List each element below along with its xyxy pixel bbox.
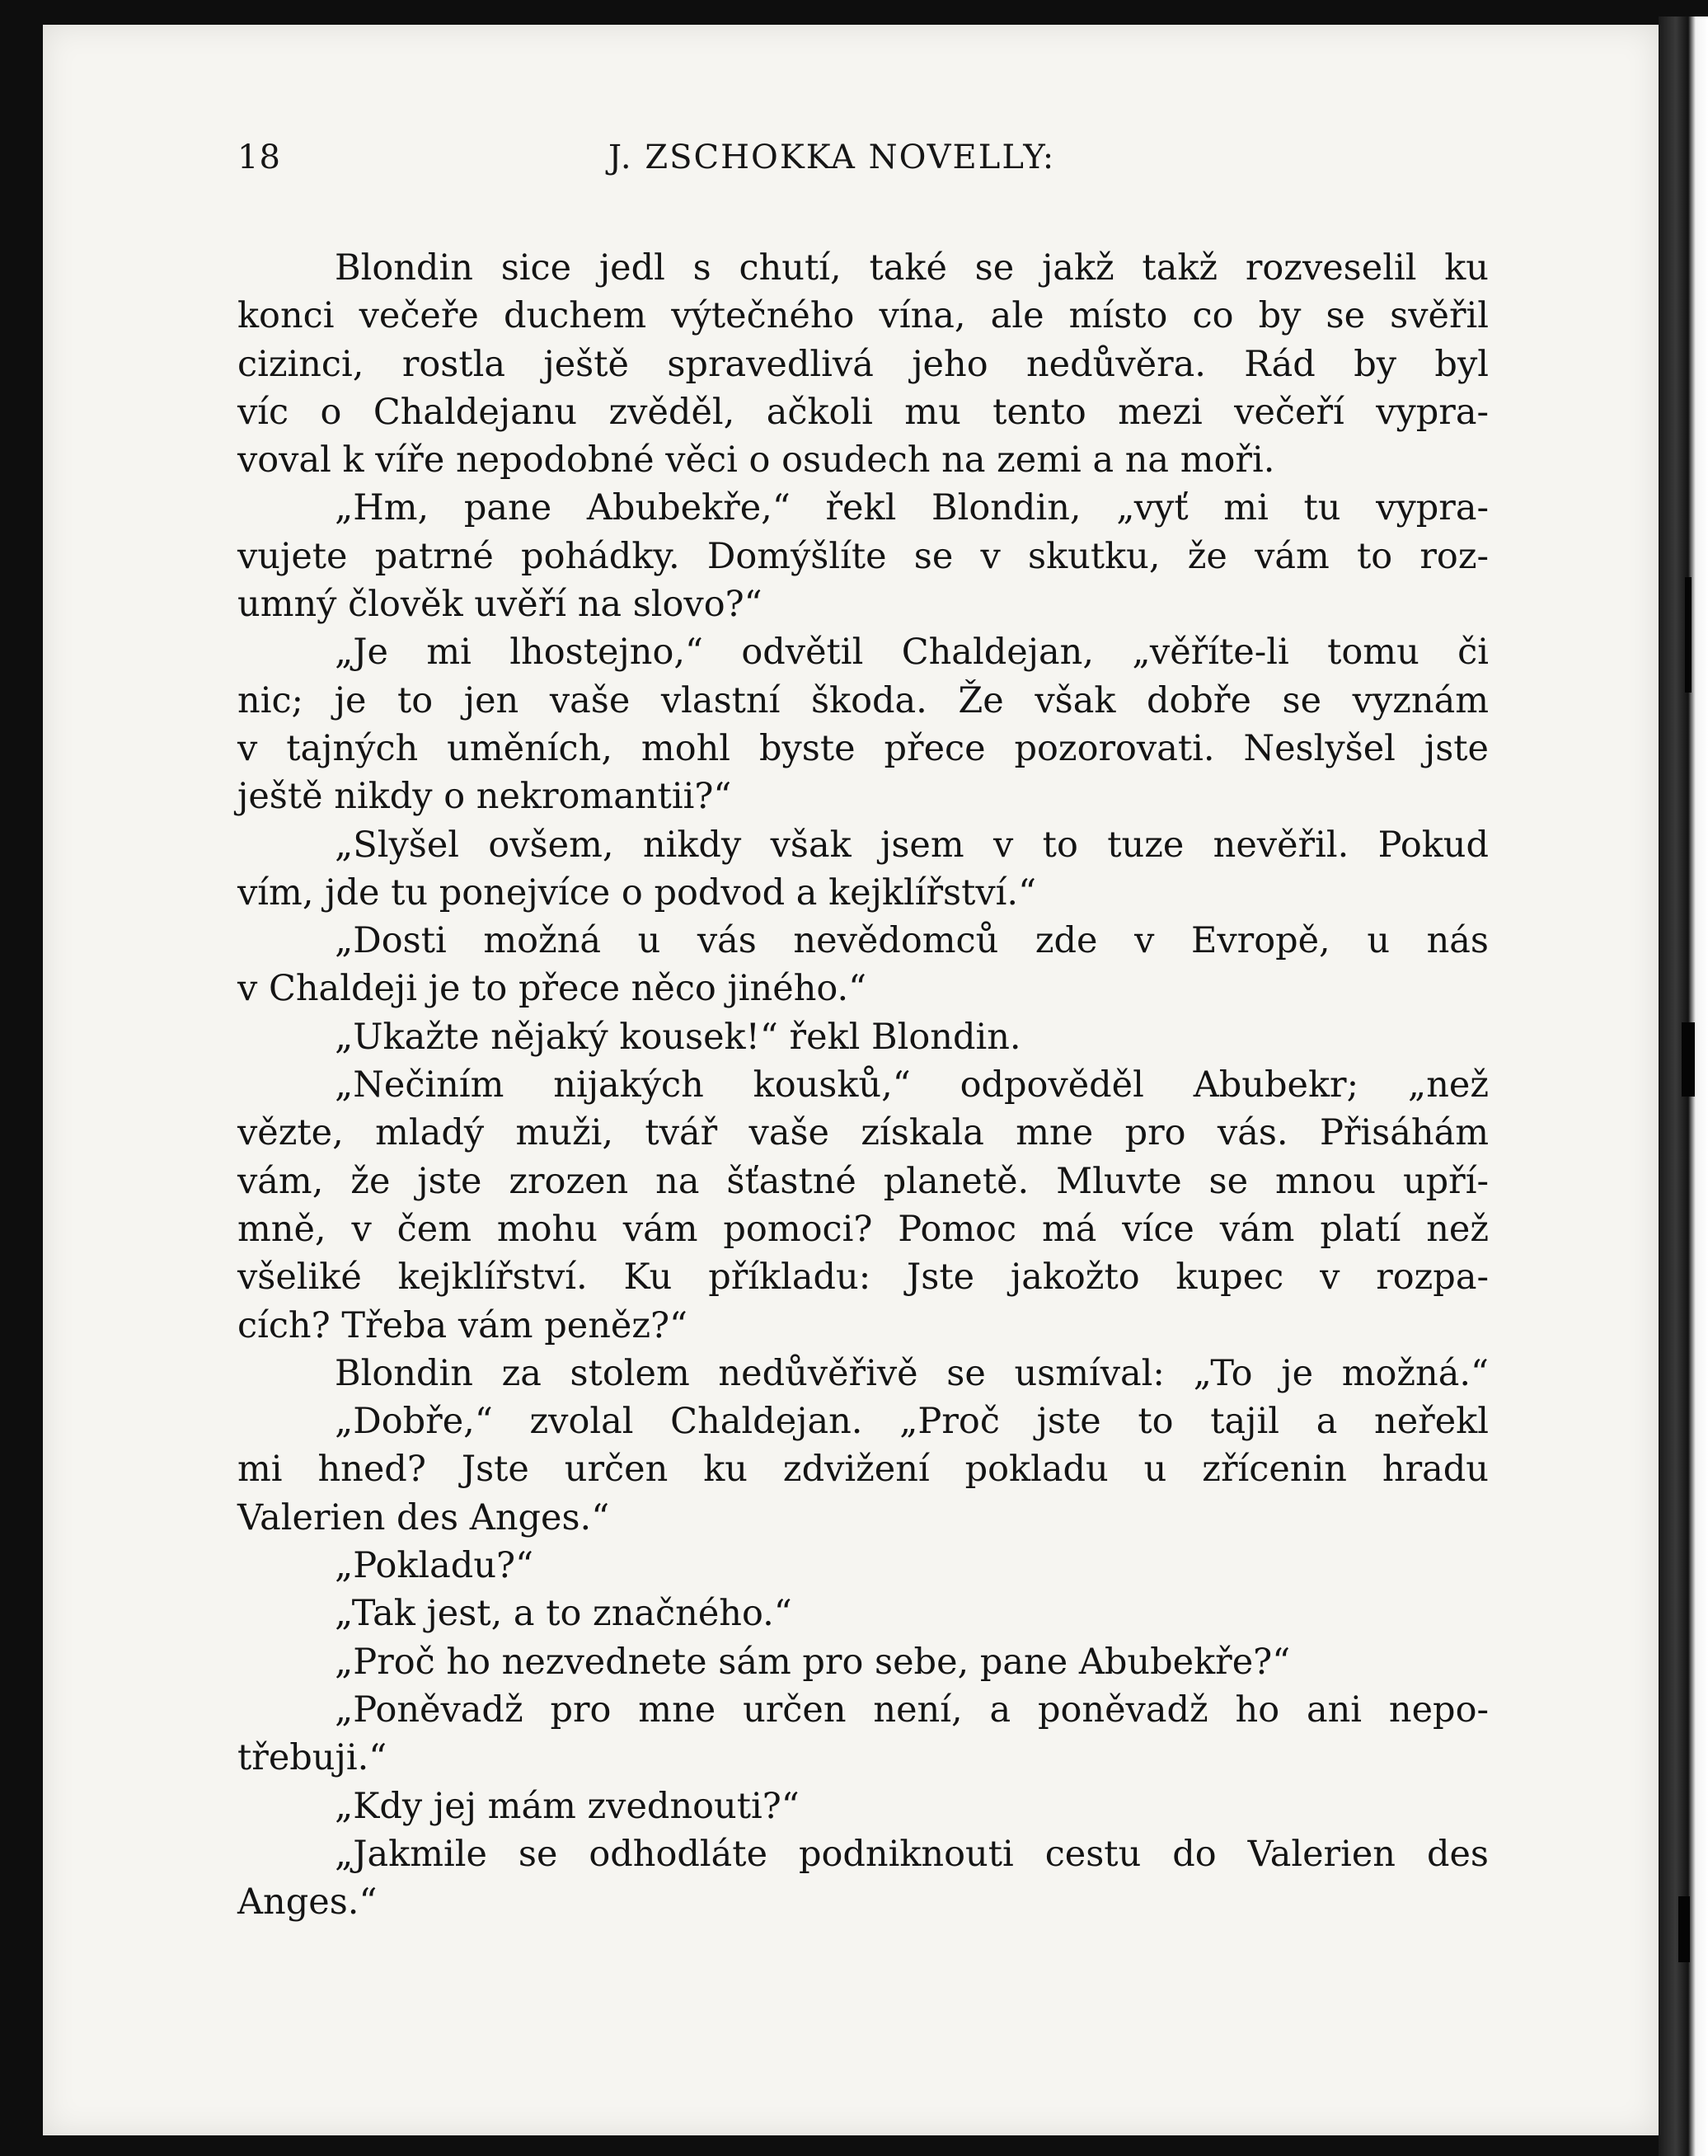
text-line: vím, jde tu ponejvíce o podvod a kejklířství.“ (237, 871, 1037, 914)
text-line: mi hned? Jste určen ku zdvižení pokladu u zřícenin hradu (237, 1449, 1489, 1491)
text-line: cizinci, rostla ještě spravedlivá jeho nedůvěra. Rád by byl (237, 343, 1489, 385)
text-line: mně, v čem mohu vám pomoci? Pomoc má více vám platí než (237, 1208, 1489, 1250)
text-line: všeliké kejklířství. Ku příkladu: Jste jakožto kupec v rozpa- (237, 1256, 1489, 1299)
text-line: vězte, mladý muži, tvář vaše získala mne pro vás. Přisáhám (237, 1112, 1489, 1154)
edge-mark (1678, 1896, 1690, 1962)
text-line: vujete patrné pohádky. Domýšlíte se v skutku, že vám to roz- (237, 535, 1489, 577)
text-line: „Kdy jej mám zvednouti?“ (335, 1785, 800, 1827)
text-line: vám, že jste zrozen na šťastné planetě. Mluvte se mnou upří- (237, 1160, 1489, 1202)
text-line: umný člověk uvěří na slovo?“ (237, 584, 762, 626)
text-line: třebuji.“ (237, 1737, 387, 1779)
text-line: Valerien des Anges.“ (237, 1496, 610, 1538)
running-title: J. ZSCHOKKA NOVELLY: (608, 139, 1056, 176)
text-line: „Hm, pane Abubekře,“ řekl Blondin, „vyť mi tu vypra- (335, 487, 1489, 529)
text-line: nic; je to jen vaše vlastní škoda. Že však dobře se vyznám (237, 679, 1489, 721)
text-line: „Proč ho nezvednete sám pro sebe, pane Abubekře?“ (335, 1641, 1291, 1683)
page-header (237, 139, 1490, 188)
text-line: v tajných uměních, mohl byste přece pozorovati. Neslyšel jste (237, 727, 1489, 769)
text-line: „Ukažte nějaký kousek!“ řekl Blondin. (335, 1016, 1021, 1058)
text-line: cích? Třeba vám peněz?“ (237, 1304, 688, 1346)
text-line: Blondin sice jedl s chutí, také se jakž takž rozveselil ku (335, 247, 1489, 289)
body-text (237, 244, 1489, 1926)
text-line: víc o Chaldejanu zvěděl, ačkoli mu tento mezi večeří vypra- (237, 391, 1489, 433)
text-line: „Slyšel ovšem, nikdy však jsem v to tuze nevěřil. Pokud (335, 824, 1489, 866)
edge-mark (1685, 577, 1692, 693)
text-line: ještě nikdy o nekromantii?“ (237, 776, 732, 818)
text-line: voval k víře nepodobné věci o osudech na zemi a na moři. (237, 439, 1275, 481)
text-line: „Dobře,“ zvolal Chaldejan. „Proč jste to tajil a neřekl (335, 1401, 1489, 1443)
text-line: v Chaldeji je to přece něco jiného.“ (237, 968, 867, 1010)
edge-mark (1682, 1022, 1695, 1097)
text-line: Blondin za stolem nedůvěřivě se usmíval: „To je možná.“ (335, 1352, 1489, 1394)
text-line: „Dosti možná u vás nevědomců zde v Evropě, u nás (335, 920, 1489, 962)
text-line: „Je mi lhostejno,“ odvětil Chaldejan, „věříte-li tomu či (335, 632, 1489, 674)
text-line: „Tak jest, a to značného.“ (335, 1593, 792, 1635)
text-line: „Nečiním nijakých kousků,“ odpověděl Abubekr; „než (335, 1064, 1489, 1106)
text-line: Anges.“ (237, 1881, 378, 1923)
text-line: „Pokladu?“ (335, 1545, 534, 1587)
text-line: „Jakmile se odhodláte podniknouti cestu do Valerien des (335, 1833, 1489, 1875)
text-line: „Poněvadž pro mne určen není, a poněvadž ho ani nepo- (335, 1689, 1489, 1731)
text-line: konci večeře duchem výtečného vína, ale místo co by se svěřil (237, 295, 1489, 337)
page-number: 18 (237, 139, 281, 176)
